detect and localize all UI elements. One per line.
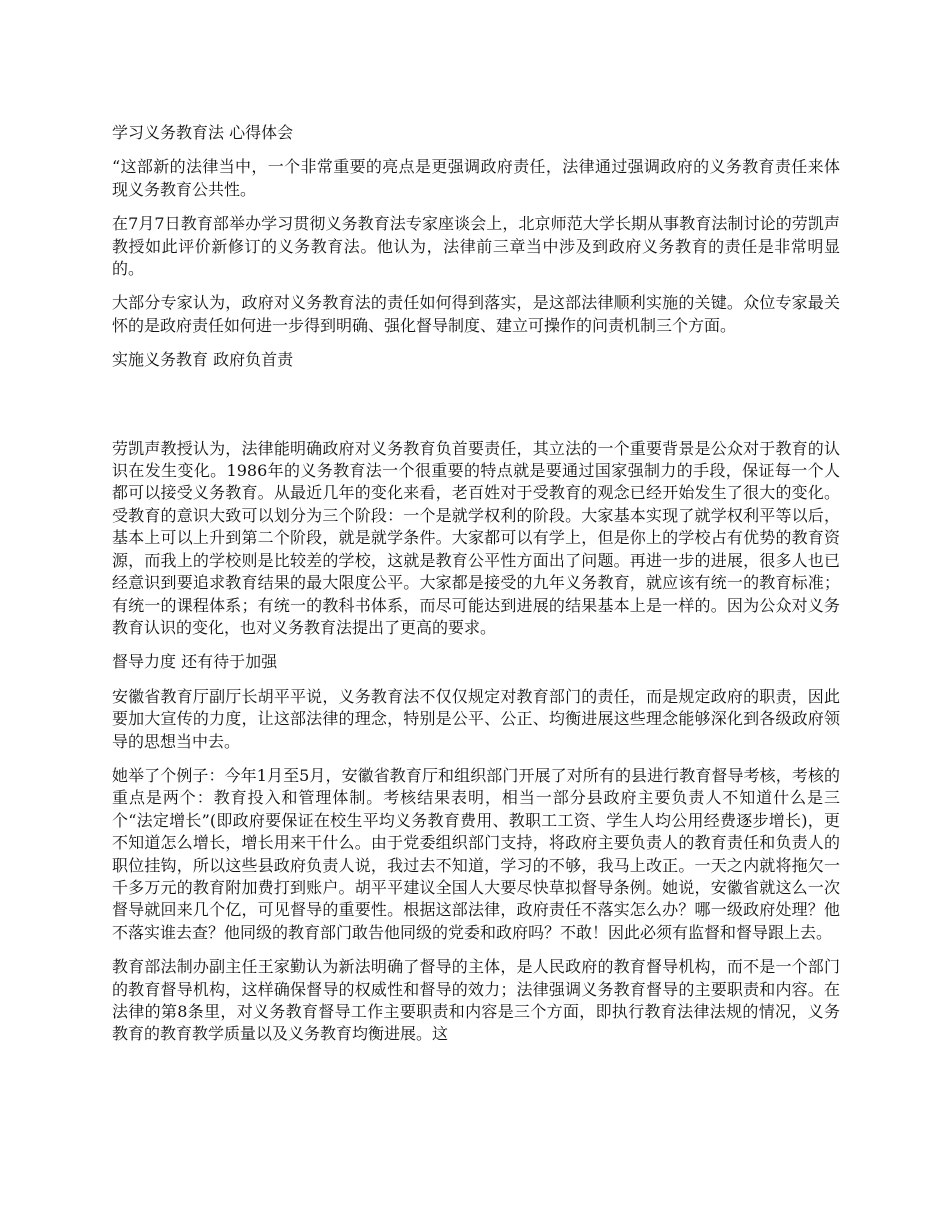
section2-paragraph-1: 安徽省教育厅副厅长胡平平说，义务教育法不仅仅规定对教育部门的责任，而是规定政府的职责，因此要加大宣传的力度，让这部法律的理念，特别是公平、公正、均衡进展这些理念能够深化到各级政府领导的思想当中去。 [112,686,840,751]
intro-paragraph-1: “这部新的法律当中，一个非常重要的亮点是更强调政府责任，法律通过强调政府的义务教育责任来体现义务教育公共性。 [112,157,840,199]
document-title: 学习义务教育法 心得体会 [112,123,294,142]
section1-paragraph-1: 劳凯声教授认为，法律能明确政府对义务教育负首要责任，其立法的一个重要背景是公众对于教育的认识在发生变化。1986年的义务教育法一个很重要的特点就是要通过国家强制力的手段，保证每一个人都可以接受义务教育。从最近几年的变化来看，老百姓对于受教育的观念已经开始发生了很大的变化。受教育的意识大致可以划分为三个阶段：一个是就学权利的阶段。大家基本实现了就学权利平等以后，基本上可以上升到第二个阶段，就是就学条件。大家都可以有学上，但是你上的学校占有优势的教育资源，而我上的学校则是比较差的学校，这就是教育公平性方面出了问题。再进一步的进展，很多人也已经意识到要追求教育结果的最大限度公平。大家都是接受的九年义务教育，就应该有统一的教育标准；有统一的课程体系；有统一的教科书体系，而尽可能达到进展的结果基本上是一样的。因为公众对义务教育认识的变化，也对义务教育法提出了更高的要求。 [112,438,840,637]
intro-paragraph-2: 在7月7日教育部举办学习贯彻义务教育法专家座谈会上，北京师范大学长期从事教育法制讨论的劳凯声教授如此评价新修订的义务教育法。他认为，法律前三章当中涉及到政府义务教育的责任是非常明显的。 [112,214,840,279]
intro-paragraph-3: 大部分专家认为，政府对义务教育法的责任如何得到落实，是这部法律顺利实施的关键。众位专家最关怀的是政府责任如何进一步得到明确、强化督导制度、建立可操作的问责机制三个方面。 [112,293,840,335]
section2-paragraph-2: 她举了个例子：今年1月至5月，安徽省教育厅和组织部门开展了对所有的县进行教育督导考核，考核的重点是两个：教育投入和管理体制。考核结果表明，相当一部分县政府主要负责人不知道什么是三个“法定增长”(即政府要保证在校生平均义务教育费用、教职工工资、学生人均公用经费逐步增长)，更不知道怎么增长，增长用来干什么。由于党委组织部门支持，将政府主要负责人的教育责任和负责人的职位挂钩，所以这些县政府负责人说，我过去不知道，学习的不够，我马上改正。一天之内就将拖欠一千多万元的教育附加费打到账户。胡平平建议全国人大要尽快草拟督导条例。她说，安徽省就这么一次督导就回来几个亿，可见督导的重要性。根据这部法律，政府责任不落实怎么办？哪一级政府处理？他不落实谁去查？他同级的教育部门敢告他同级的党委和政府吗？不敢！因此必须有监督和督导跟上去。 [112,765,840,942]
document-page [112,122,840,1058]
section-heading-government-duty: 实施义务教育 政府负首责 [112,350,294,370]
section2-paragraph-3: 教育部法制办副主任王家勤认为新法明确了督导的主体，是人民政府的教育督导机构，而不是一个部门的教育督导机构，这样确保督导的权威性和督导的效力；法律强调义务教育督导的主要职责和内容。在法律的第8条里，对义务教育督导工作主要职责和内容是三个方面，即执行教育法律法规的情况，义务教育的教育教学质量以及义务教育均衡进展。这 [112,957,840,1044]
section-gap [112,384,840,438]
section-heading-supervision: 督导力度 还有待于加强 [112,652,278,672]
